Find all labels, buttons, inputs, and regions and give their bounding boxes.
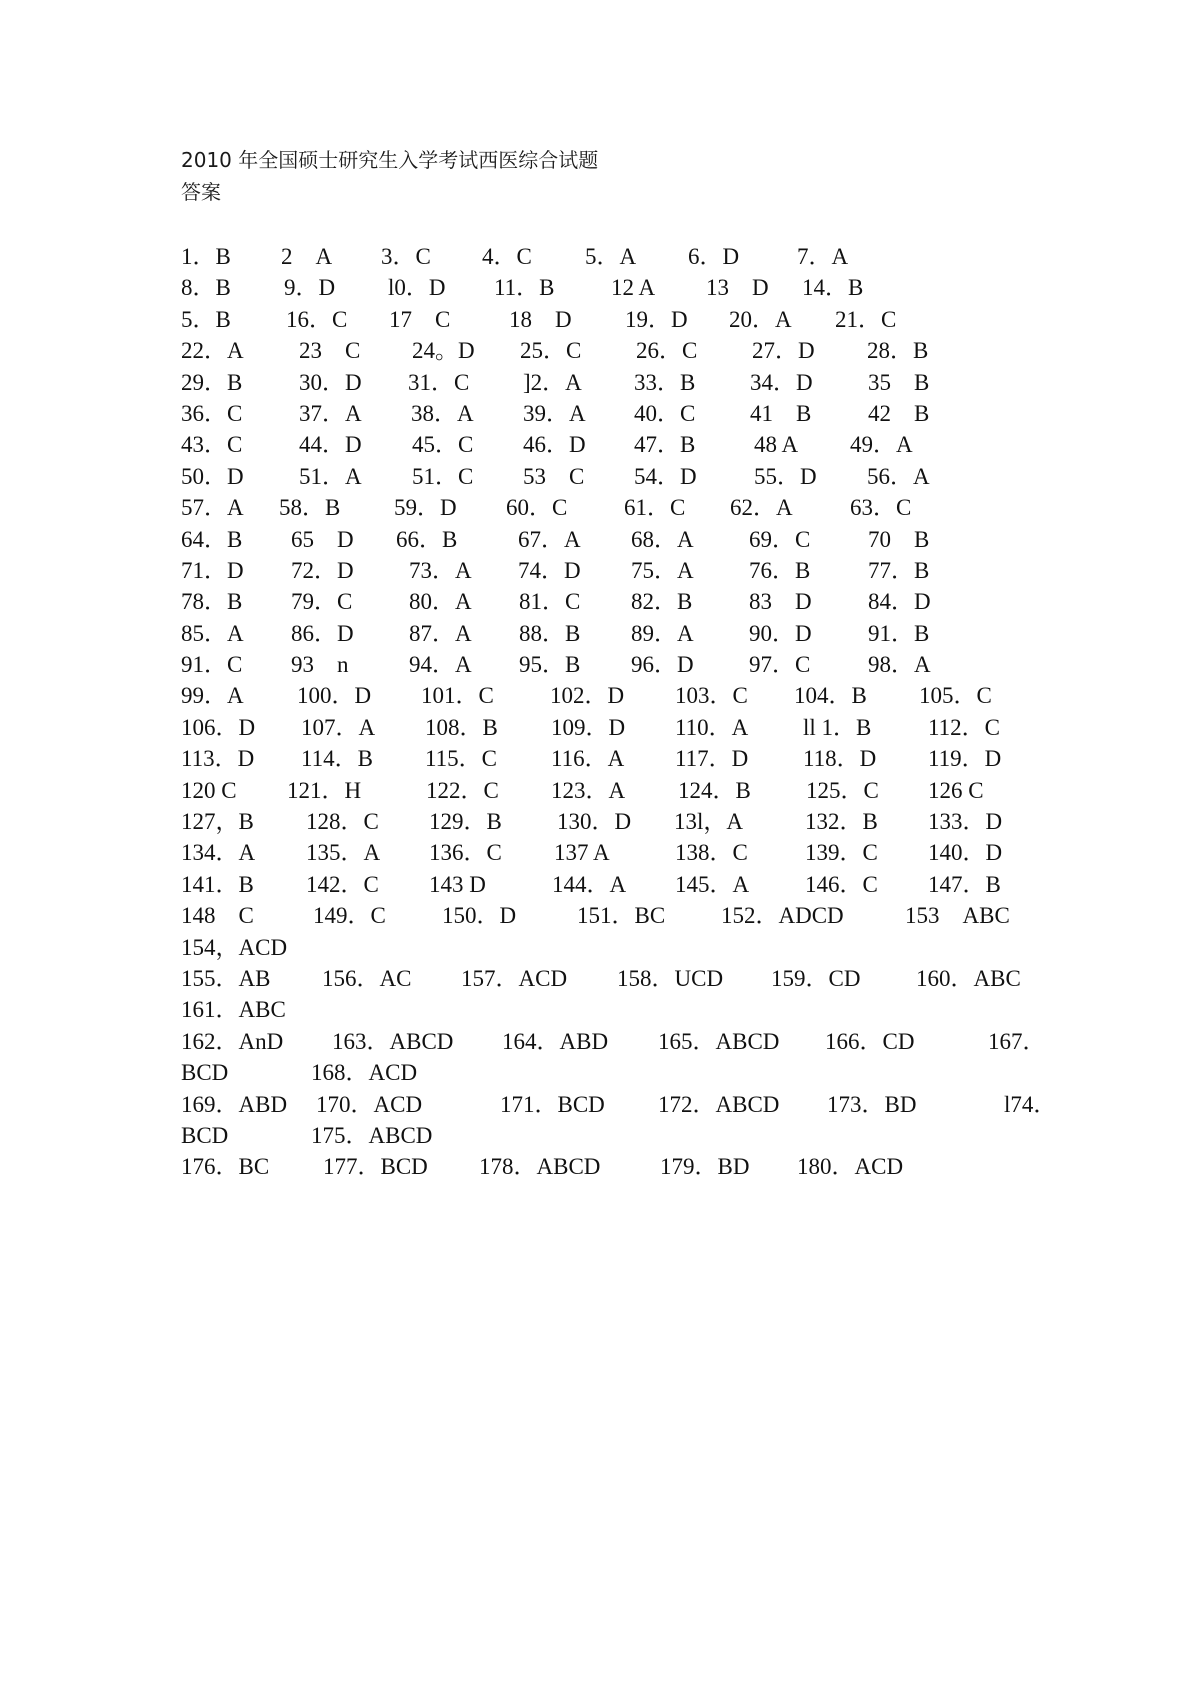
answer-item: 178．ABCD xyxy=(479,1154,601,1180)
answer-item: 154，ACD xyxy=(181,934,288,960)
answer-item: 77．B xyxy=(868,557,930,583)
answer-item: 162．AnD xyxy=(181,1028,284,1054)
answer-item: 64．B xyxy=(181,526,243,552)
answer-item: 56．A xyxy=(867,463,930,489)
answer-item: 51．C xyxy=(412,463,474,489)
document-subtitle: 答案 xyxy=(181,180,221,204)
answer-item: 110．A xyxy=(675,714,749,740)
answer-row xyxy=(181,524,1021,555)
answer-item: 85．A xyxy=(181,620,244,646)
answer-item: 135．A xyxy=(306,840,381,866)
answer-item: 146．C xyxy=(805,871,878,897)
answer-item: 141．B xyxy=(181,871,254,897)
answer-item: 46．D xyxy=(523,432,586,458)
answer-row xyxy=(181,1057,1021,1088)
answer-row xyxy=(181,649,1021,680)
answer-item: 91．B xyxy=(868,620,930,646)
answer-item: 3．C xyxy=(381,244,431,269)
answer-item: 80．A xyxy=(409,589,472,615)
answer-row xyxy=(181,1120,1021,1151)
answer-item: 120 C xyxy=(181,777,237,803)
answer-item: 102．D xyxy=(550,683,625,709)
answer-item: 133．D xyxy=(928,809,1003,835)
answer-item: 73．A xyxy=(409,557,472,583)
answer-item: 151．BC xyxy=(577,903,666,929)
answer-item: 74．D xyxy=(518,557,581,583)
answer-item: 140．D xyxy=(928,840,1003,866)
answer-list xyxy=(181,241,1057,1183)
answer-row xyxy=(181,994,1021,1025)
answer-item: 177．BCD xyxy=(323,1154,428,1180)
answer-item: 121．H xyxy=(287,777,362,803)
answer-item: 129．B xyxy=(429,809,502,835)
answer-item: 107．A xyxy=(301,714,376,740)
answer-item: 148 C xyxy=(181,903,254,929)
answer-item: 21．C xyxy=(835,306,897,332)
answer-item: 41 B xyxy=(750,400,812,426)
answer-item: 157．ACD xyxy=(461,965,568,991)
answer-item: l74． xyxy=(1004,1091,1057,1117)
answer-item: 91．C xyxy=(181,652,243,678)
answer-row xyxy=(181,555,1021,586)
answer-item: 124．B xyxy=(678,777,751,803)
answer-item: 23 C xyxy=(299,338,361,364)
answer-row xyxy=(181,680,1021,711)
answer-item: BCD xyxy=(181,1060,229,1086)
answer-item: 105．C xyxy=(919,683,992,709)
answer-row xyxy=(181,900,1021,931)
answer-item: 95．B xyxy=(519,652,581,678)
answer-row xyxy=(181,1026,1046,1057)
answer-item: 76．B xyxy=(749,557,811,583)
answer-row xyxy=(181,461,1021,492)
document-header xyxy=(181,144,598,208)
answer-item: 166．CD xyxy=(825,1028,915,1054)
answer-item: 167． xyxy=(988,1028,1046,1054)
answer-item: 153 ABC xyxy=(905,903,1010,929)
answer-item: 8．B xyxy=(181,275,231,301)
answer-item: 51．A xyxy=(299,463,362,489)
answer-item: 47．B xyxy=(634,432,696,458)
answer-item: 9．D xyxy=(284,275,336,301)
answer-item: 7．A xyxy=(797,244,849,269)
answer-row xyxy=(181,492,1021,523)
answer-item: 115．C xyxy=(425,746,497,772)
answer-item: 106．D xyxy=(181,714,256,740)
answer-row xyxy=(181,398,1021,429)
answer-row xyxy=(181,241,1021,272)
answer-item: 99．A xyxy=(181,683,244,709)
answer-item: 54．D xyxy=(634,463,697,489)
answer-item: 173．BD xyxy=(827,1091,917,1117)
answer-item: 44．D xyxy=(299,432,362,458)
answer-item: 152．ADCD xyxy=(721,903,844,929)
answer-item: 143 D xyxy=(429,871,486,897)
answer-item: 42 B xyxy=(868,400,930,426)
answer-item: ll 1．B xyxy=(803,714,872,740)
answer-item: 147．B xyxy=(928,871,1001,897)
answer-item: 61．C xyxy=(624,495,686,521)
answer-item: 84．D xyxy=(868,589,931,615)
answer-item: 57．A xyxy=(181,495,244,521)
answer-item: 39．A xyxy=(523,400,586,426)
answer-item: 38．A xyxy=(411,400,474,426)
answer-item: 62．A xyxy=(730,495,793,521)
answer-item: 114．B xyxy=(301,746,373,772)
answer-item: BCD xyxy=(181,1122,229,1148)
answer-item: 126 C xyxy=(928,777,984,803)
answer-item: 26．C xyxy=(636,338,698,364)
answer-row xyxy=(181,712,1021,743)
answer-item: 65 D xyxy=(291,526,354,552)
answer-item: 103．C xyxy=(675,683,748,709)
answer-item: 88．B xyxy=(519,620,581,646)
answer-item: 175．ABCD xyxy=(311,1122,433,1148)
answer-item: 71．D xyxy=(181,557,244,583)
answer-item: 108．B xyxy=(425,714,498,740)
answer-row xyxy=(181,586,1021,617)
answer-item: 118．D xyxy=(803,746,877,772)
answer-item: 14．B xyxy=(802,275,864,301)
answer-item: 58．B xyxy=(279,495,341,521)
answer-item: 82．B xyxy=(631,589,693,615)
answer-row xyxy=(181,272,1021,303)
answer-item: 55．D xyxy=(754,463,817,489)
answer-item: 75．A xyxy=(631,557,694,583)
answer-item: 94．A xyxy=(409,652,472,678)
answer-item: 109．D xyxy=(551,714,626,740)
answer-item: 22．A xyxy=(181,338,244,364)
answer-item: 70 B xyxy=(868,526,930,552)
answer-item: 150．D xyxy=(442,903,517,929)
answer-item: 101．C xyxy=(421,683,494,709)
answer-item: 79．C xyxy=(291,589,353,615)
answer-item: 165．ABCD xyxy=(658,1028,780,1054)
answer-item: 63．C xyxy=(850,495,912,521)
document-title: 2010 年全国硕士研究生入学考试西医综合试题 xyxy=(181,148,599,172)
answer-item: 24。D xyxy=(412,338,475,364)
answer-item: 128．C xyxy=(306,809,379,835)
answer-row xyxy=(181,869,1021,900)
answer-item: 136．C xyxy=(429,840,502,866)
answer-item: 72．D xyxy=(291,557,354,583)
answer-row xyxy=(181,837,1021,868)
answer-item: 31．C xyxy=(408,369,470,395)
answer-item: 59．D xyxy=(394,495,457,521)
answer-item: 53 C xyxy=(523,463,585,489)
answer-item: 78．B xyxy=(181,589,243,615)
answer-item: 161．ABC xyxy=(181,997,286,1023)
answer-item: 171．BCD xyxy=(500,1091,605,1117)
answer-item: 40．C xyxy=(634,400,696,426)
answer-row xyxy=(181,304,1021,335)
answer-item: 29．B xyxy=(181,369,243,395)
answer-item: 159．CD xyxy=(771,965,861,991)
answer-item: 122．C xyxy=(426,777,499,803)
answer-item: 179．BD xyxy=(660,1154,750,1180)
answer-item: 30．D xyxy=(299,369,362,395)
answer-item: 28．B xyxy=(867,338,929,364)
answer-item: 36．C xyxy=(181,400,243,426)
answer-item: 25．C xyxy=(520,338,582,364)
answer-item: 98．A xyxy=(868,652,931,678)
answer-item: 104．B xyxy=(794,683,867,709)
answer-item: 163．ABCD xyxy=(332,1028,454,1054)
answer-item: 170．ACD xyxy=(316,1091,423,1117)
answer-item: 16．C xyxy=(286,306,348,332)
answer-item: 49．A xyxy=(850,432,913,458)
answer-item: 139．C xyxy=(805,840,878,866)
answer-item: 130．D xyxy=(557,809,632,835)
answer-item: 127，B xyxy=(181,809,254,835)
answer-row xyxy=(181,806,1021,837)
answer-item: 100．D xyxy=(297,683,372,709)
answer-item: 90．D xyxy=(749,620,812,646)
answer-row xyxy=(181,963,1021,994)
answer-item: 83 D xyxy=(749,589,812,615)
answer-item: 60．C xyxy=(506,495,568,521)
answer-item: 43．C xyxy=(181,432,243,458)
answer-item: 66．B xyxy=(396,526,458,552)
answer-item: 125．C xyxy=(806,777,879,803)
answer-item: 116．A xyxy=(551,746,625,772)
answer-item: 5．B xyxy=(181,306,231,332)
answer-item: 27．D xyxy=(752,338,815,364)
answer-item: 81．C xyxy=(519,589,581,615)
answer-row xyxy=(181,429,1021,460)
answer-item: l0．D xyxy=(388,275,446,301)
answer-item: 45．C xyxy=(412,432,474,458)
answer-item: 158．UCD xyxy=(617,965,724,991)
answer-item: 18 D xyxy=(509,306,572,332)
answer-row xyxy=(181,335,1021,366)
answer-item: 11．B xyxy=(494,275,555,301)
answer-item: 132．B xyxy=(805,809,878,835)
answer-item: 164．ABD xyxy=(502,1028,609,1054)
answer-item: 93 n xyxy=(291,652,349,678)
answer-item: 19．D xyxy=(625,306,688,332)
answer-item: 17 C xyxy=(389,306,451,332)
answer-item: 6．D xyxy=(688,244,740,269)
answer-item: 144．A xyxy=(552,871,627,897)
answer-item: 113．D xyxy=(181,746,255,772)
answer-item: 123．A xyxy=(551,777,626,803)
answer-item: 20．A xyxy=(729,306,792,332)
answer-row xyxy=(181,1151,1021,1182)
answer-item: 160．ABC xyxy=(916,965,1021,991)
answer-item: 145．A xyxy=(675,871,750,897)
answer-row xyxy=(181,618,1021,649)
answer-item: 13 D xyxy=(706,275,769,301)
answer-row xyxy=(181,743,1021,774)
answer-item: 13l，A xyxy=(674,809,743,835)
answer-row xyxy=(181,932,1021,963)
answer-item: 35 B xyxy=(868,369,930,395)
answer-item: 12 A xyxy=(611,275,656,301)
answer-item: 48 A xyxy=(754,432,799,458)
answer-item: 1．B xyxy=(181,244,231,269)
answer-item: 34．D xyxy=(750,369,813,395)
answer-item: 176．BC xyxy=(181,1154,270,1180)
answer-item: 142．C xyxy=(306,871,379,897)
answer-item: 69．C xyxy=(749,526,811,552)
answer-item: 86．D xyxy=(291,620,354,646)
answer-row xyxy=(181,775,1021,806)
answer-item: 67．A xyxy=(518,526,581,552)
answer-item: 156．AC xyxy=(322,965,412,991)
answer-item: 180．ACD xyxy=(797,1154,904,1180)
answer-item: 33．B xyxy=(634,369,696,395)
answer-item: 5．A xyxy=(585,244,637,269)
answer-item: 138．C xyxy=(675,840,748,866)
answer-item: 37．A xyxy=(299,400,362,426)
answer-item: 172．ABCD xyxy=(658,1091,780,1117)
answer-row xyxy=(181,367,1021,398)
answer-item: 168．ACD xyxy=(311,1060,418,1086)
answer-item: 4．C xyxy=(482,244,532,269)
answer-item: 134．A xyxy=(181,840,256,866)
answer-item: 97．C xyxy=(749,652,811,678)
answer-item: 112．C xyxy=(928,714,1000,740)
answer-item: 89．A xyxy=(631,620,694,646)
answer-item: 96．D xyxy=(631,652,694,678)
answer-item: 155．AB xyxy=(181,965,271,991)
answer-item: 68．A xyxy=(631,526,694,552)
answer-item: 149．C xyxy=(313,903,386,929)
answer-item: 119．D xyxy=(928,746,1002,772)
answer-item: 50．D xyxy=(181,463,244,489)
answer-item: 117．D xyxy=(675,746,749,772)
answer-row xyxy=(181,1089,1057,1120)
answer-item: 2 A xyxy=(281,244,333,269)
answer-item: 87．A xyxy=(409,620,472,646)
answer-item: 169．ABD xyxy=(181,1091,288,1117)
answer-item: 137 A xyxy=(554,840,610,866)
answer-item: ]2．A xyxy=(523,369,582,395)
